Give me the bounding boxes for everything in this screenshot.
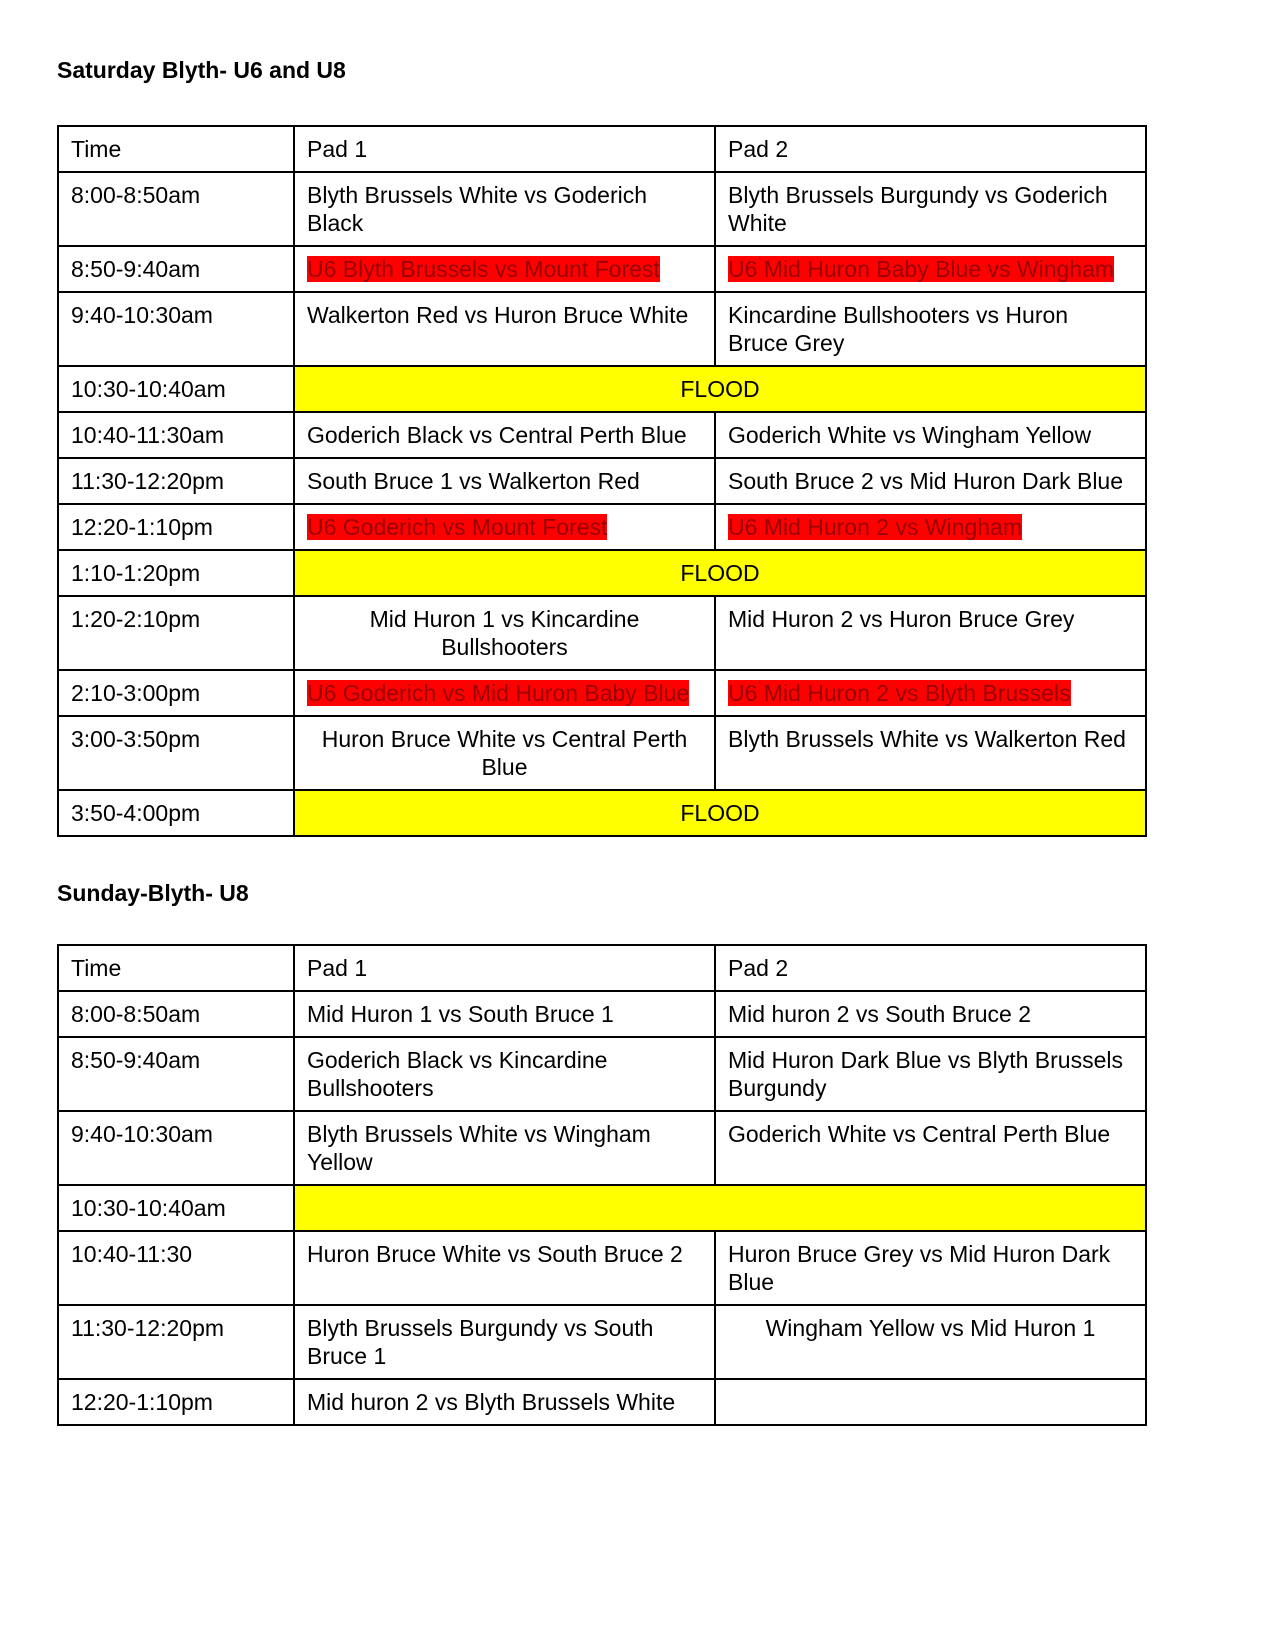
sunday-schedule-table (57, 944, 1147, 1426)
pad2-game-cell: Goderich White vs Central Perth Blue (715, 1111, 1146, 1185)
time-cell: 1:10-1:20pm (58, 550, 294, 596)
sunday-section-title: Sunday-Blyth- U8 (57, 880, 249, 906)
table-row (58, 1111, 1146, 1185)
header-cell-time: Time (58, 126, 294, 172)
time-cell: 8:00-8:50am (58, 172, 294, 246)
pad1-game-cell: Walkerton Red vs Huron Bruce White (294, 292, 715, 366)
time-cell: 1:20-2:10pm (58, 596, 294, 670)
table-row (58, 458, 1146, 504)
sunday-header-row (58, 945, 1146, 991)
time-cell: 10:40-11:30am (58, 412, 294, 458)
time-cell: 8:50-9:40am (58, 1037, 294, 1111)
pad1-game-cell: Huron Bruce White vs South Bruce 2 (294, 1231, 715, 1305)
header-cell-time: Time (58, 945, 294, 991)
pad1-game-cell: Goderich Black vs Central Perth Blue (294, 412, 715, 458)
time-cell: 2:10-3:00pm (58, 670, 294, 716)
pad2-game-cell: Goderich White vs Wingham Yellow (715, 412, 1146, 458)
pad2-game-cell: Mid Huron 2 vs Huron Bruce Grey (715, 596, 1146, 670)
pad2-game-cell: Kincardine Bullshooters vs Huron Bruce Grey (715, 292, 1146, 366)
pad1-game-cell: Blyth Brussels White vs Goderich Black (294, 172, 715, 246)
table-row-u6 (58, 504, 1146, 550)
table-row (58, 716, 1146, 790)
time-cell: 11:30-12:20pm (58, 458, 294, 504)
saturday-schedule-table (57, 125, 1147, 837)
time-cell: 3:00-3:50pm (58, 716, 294, 790)
table-row (58, 596, 1146, 670)
time-cell: 12:20-1:10pm (58, 504, 294, 550)
pad2-game-cell: Mid Huron Dark Blue vs Blyth Brussels Burgundy (715, 1037, 1146, 1111)
time-cell: 10:40-11:30 (58, 1231, 294, 1305)
time-cell: 9:40-10:30am (58, 292, 294, 366)
flood-cell: FLOOD (294, 790, 1146, 836)
pad2-game-cell: Mid huron 2 vs South Bruce 2 (715, 991, 1146, 1037)
pad2-game-cell: Blyth Brussels White vs Walkerton Red (715, 716, 1146, 790)
time-cell: 11:30-12:20pm (58, 1305, 294, 1379)
u6-game-highlight: U6 Mid Huron Baby Blue vs Wingham (728, 256, 1115, 282)
pad1-game-cell: Blyth Brussels Burgundy vs South Bruce 1 (294, 1305, 715, 1379)
pad1-game-cell: Mid huron 2 vs Blyth Brussels White (294, 1379, 715, 1425)
pad1-game-cell (294, 246, 715, 292)
pad1-game-cell: Blyth Brussels White vs Wingham Yellow (294, 1111, 715, 1185)
table-row-u6 (58, 246, 1146, 292)
time-cell: 10:30-10:40am (58, 1185, 294, 1231)
u6-game-highlight: U6 Goderich vs Mount Forest (307, 514, 608, 540)
time-cell: 12:20-1:10pm (58, 1379, 294, 1425)
pad1-game-cell: South Bruce 1 vs Walkerton Red (294, 458, 715, 504)
table-row (58, 991, 1146, 1037)
header-cell-pad1: Pad 1 (294, 126, 715, 172)
table-row (58, 1037, 1146, 1111)
pad1-game-cell: Mid Huron 1 vs South Bruce 1 (294, 991, 715, 1037)
pad2-game-cell (715, 504, 1146, 550)
time-cell: 9:40-10:30am (58, 1111, 294, 1185)
table-row (58, 1231, 1146, 1305)
table-row (58, 1379, 1146, 1425)
pad1-game-cell: Mid Huron 1 vs Kincardine Bullshooters (294, 596, 715, 670)
pad1-game-cell: Huron Bruce White vs Central Perth Blue (294, 716, 715, 790)
pad2-game-cell: Wingham Yellow vs Mid Huron 1 (715, 1305, 1146, 1379)
time-cell: 10:30-10:40am (58, 366, 294, 412)
pad2-game-cell: Blyth Brussels Burgundy vs Goderich White (715, 172, 1146, 246)
u6-game-highlight: U6 Mid Huron 2 vs Wingham (728, 514, 1022, 540)
header-cell-pad2: Pad 2 (715, 126, 1146, 172)
header-cell-pad1: Pad 1 (294, 945, 715, 991)
u6-game-highlight: U6 Blyth Brussels vs Mount Forest (307, 256, 660, 282)
saturday-section-title: Saturday Blyth- U6 and U8 (57, 57, 346, 83)
flood-cell: FLOOD (294, 366, 1146, 412)
pad2-game-cell (715, 1379, 1146, 1425)
table-row-u6 (58, 670, 1146, 716)
u6-game-highlight: U6 Mid Huron 2 vs Blyth Brussels (728, 680, 1071, 706)
table-row (58, 292, 1146, 366)
time-cell: 8:50-9:40am (58, 246, 294, 292)
flood-cell: FLOOD (294, 550, 1146, 596)
table-row-flood (58, 550, 1146, 596)
pad2-game-cell: South Bruce 2 vs Mid Huron Dark Blue (715, 458, 1146, 504)
pad2-game-cell (715, 246, 1146, 292)
pad2-game-cell (715, 670, 1146, 716)
table-row (58, 412, 1146, 458)
pad1-game-cell (294, 670, 715, 716)
header-cell-pad2: Pad 2 (715, 945, 1146, 991)
time-cell: 3:50-4:00pm (58, 790, 294, 836)
time-cell: 8:00-8:50am (58, 991, 294, 1037)
pad2-game-cell: Huron Bruce Grey vs Mid Huron Dark Blue (715, 1231, 1146, 1305)
table-row-flood (58, 790, 1146, 836)
pad1-game-cell (294, 504, 715, 550)
table-row-flood (58, 1185, 1146, 1231)
u6-game-highlight: U6 Goderich vs Mid Huron Baby Blue (307, 680, 690, 706)
table-row (58, 1305, 1146, 1379)
saturday-header-row (58, 126, 1146, 172)
flood-cell (294, 1185, 1146, 1231)
table-row-flood (58, 366, 1146, 412)
table-row (58, 172, 1146, 246)
pad1-game-cell: Goderich Black vs Kincardine Bullshooters (294, 1037, 715, 1111)
